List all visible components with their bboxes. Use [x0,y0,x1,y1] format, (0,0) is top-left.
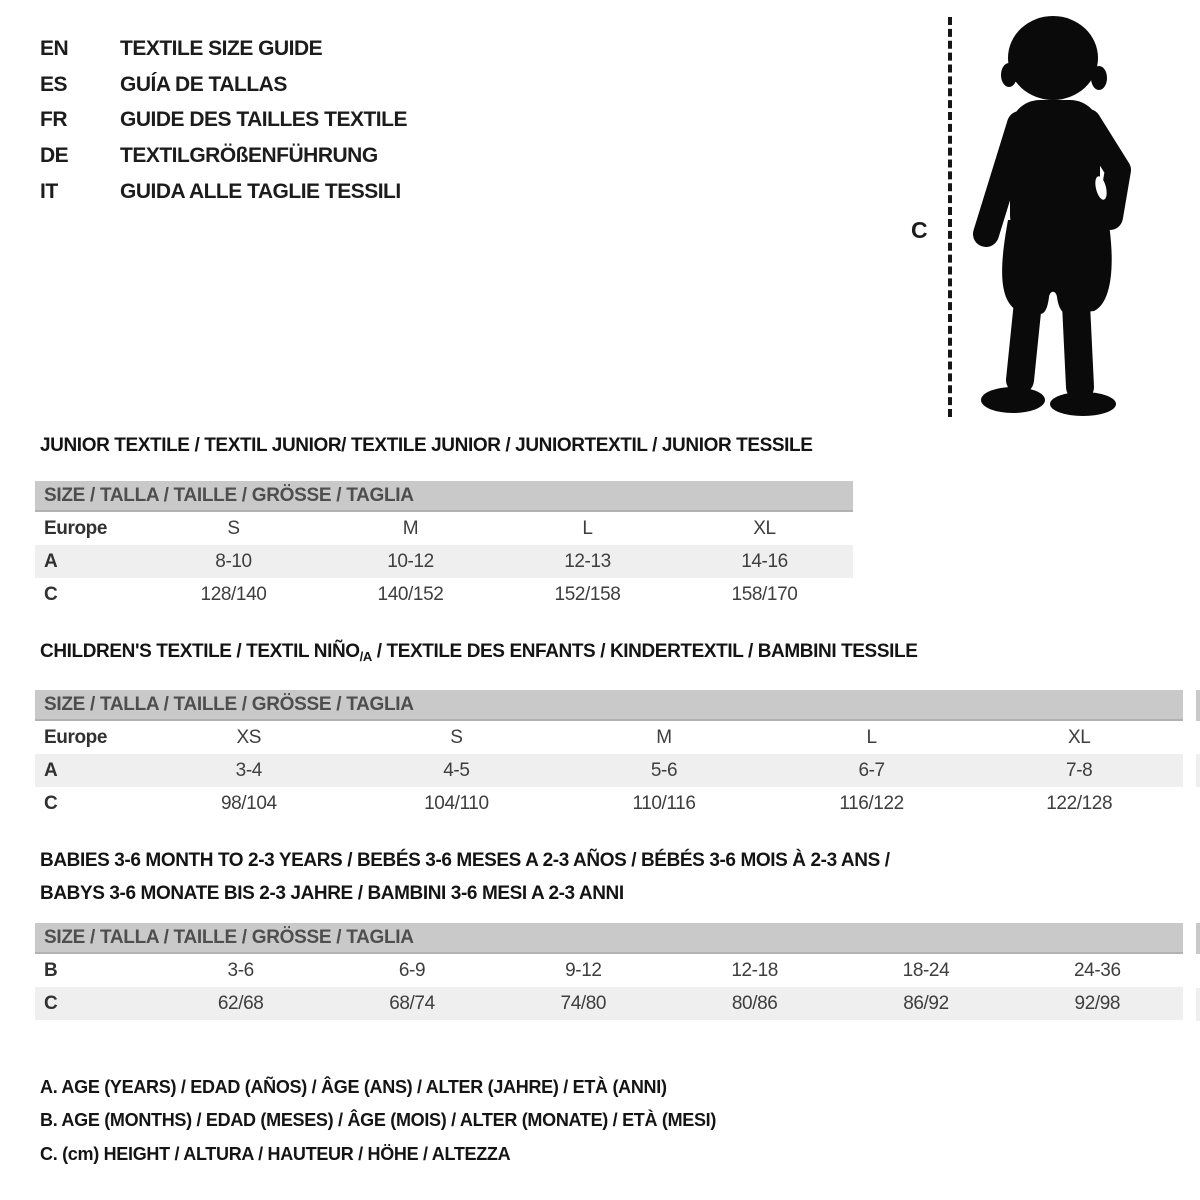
row-label: C [44,583,58,605]
children-table-grid [35,721,1183,820]
age-cell: 6-7 [768,754,976,787]
page-edge-fragment [1196,988,1200,1021]
height-cell: 110/116 [632,792,696,814]
row-label: Europe [44,517,108,539]
guide-title-en: TEXTILE SIZE GUIDE [120,36,323,60]
height-cell: 98/104 [220,792,277,814]
babies-section-title [40,845,890,910]
guide-title-it: GUIDA ALLE TAGLIE TESSILI [120,179,401,203]
size-header-bar: SIZE / TALLA / TAILLE / GRÖSSE / TAGLIA [35,690,1183,721]
height-cell: 122/128 [1046,792,1113,814]
language-title-list [40,31,407,209]
language-code: EN [40,36,69,60]
row-label: B [44,959,58,981]
language-row-en [40,31,407,67]
children-size-table [35,690,1183,820]
table-row-europe [35,721,1183,754]
junior-section-title: JUNIOR TEXTILE / TEXTIL JUNIOR/ TEXTILE JUNIOR / JUNIORTEXTIL / JUNIOR TESSILE [40,435,813,456]
table-row-months [35,954,1183,987]
size-cell: XL [753,517,776,539]
size-cell: S [227,517,240,539]
junior-table-grid [35,512,853,611]
page-edge-fragment [1196,754,1200,787]
months-cell: 3-6 [227,959,254,981]
age-cell: 3-4 [145,754,353,787]
row-label: C [44,792,58,814]
age-cell: 7-8 [975,754,1183,787]
size-header-bar: SIZE / TALLA / TAILLE / GRÖSSE / TAGLIA [35,923,1183,954]
size-cell: M [656,726,672,748]
language-code: IT [40,179,58,203]
height-cell: 152/158 [554,583,621,605]
months-cell: 18-24 [902,959,950,981]
table-row-height [35,787,1183,820]
children-section-title [40,641,917,664]
months-cell: 24-36 [1074,959,1121,981]
size-cell: L [866,726,877,748]
page-edge-fragment [1196,690,1200,721]
height-cell: 86/92 [840,987,1011,1020]
height-cell: 116/122 [839,792,904,814]
height-measure-dashed-line [948,17,952,417]
legend [40,1071,716,1171]
age-cell: 10-12 [322,545,499,578]
children-title-part: / TEXTILE DES ENFANTS / KINDERTEXTIL / BAMBINI TESSILE [371,641,918,662]
legend-line-age-months: B. AGE (MONTHS) / EDAD (MESES) / ÂGE (MOIS) / ALTER (MONATE) / ETÀ (MESI) [40,1110,717,1131]
language-row-es [40,67,407,103]
age-cell: 4-5 [353,754,561,787]
table-row-europe [35,512,853,545]
height-cell: 80/86 [669,987,840,1020]
height-cell: 92/98 [1012,987,1183,1020]
guide-title-fr: GUIDE DES TAILLES TEXTILE [120,108,407,132]
height-cell: 74/80 [498,987,669,1020]
language-code: DE [40,143,69,167]
size-header-bar: SIZE / TALLA / TAILLE / GRÖSSE / TAGLIA [35,481,853,512]
months-cell: 12-18 [731,959,778,981]
language-row-fr [40,102,407,138]
guide-title-de: TEXTILGRÖßENFÜHRUNG [120,143,378,167]
age-cell: 12-13 [499,545,676,578]
months-cell: 9-12 [565,959,602,981]
size-cell: M [402,517,419,539]
months-cell: 6-9 [398,959,426,981]
size-cell: XL [1067,726,1091,748]
height-cell: 104/110 [424,792,489,814]
height-cell: 62/68 [155,987,326,1020]
height-measure-label: C [911,217,928,243]
age-cell: 5-6 [560,754,768,787]
age-cell: 8-10 [145,545,322,578]
language-code: FR [40,108,67,132]
size-cell: L [582,517,593,539]
children-title-subscript: /A [359,649,372,664]
page-edge-fragment [1196,923,1200,954]
language-code: ES [40,72,68,96]
height-cell: 128/140 [200,583,267,605]
babies-title-line-2: BABYS 3-6 MONATE BIS 2-3 JAHRE / BAMBINI 3-6 MESI A 2-3 ANNI [40,882,624,904]
babies-title-line-1: BABIES 3-6 MONTH TO 2-3 YEARS / BEBÉS 3-6 MESES A 2-3 AÑOS / BÉBÉS 3-6 MOIS À 2-3 ANS / [40,850,890,871]
language-row-it [40,174,407,210]
legend-line-height-cm: C. (cm) HEIGHT / ALTURA / HAUTEUR / HÖHE / ALTEZZA [40,1143,511,1164]
table-row-age [35,754,1183,787]
row-label: C [35,987,155,1020]
size-cell: S [450,726,463,748]
table-row-height [35,578,853,611]
legend-line-age-years: A. AGE (YEARS) / EDAD (AÑOS) / ÂGE (ANS) / ALTER (JAHRE) / ETÀ (ANNI) [40,1077,667,1097]
junior-size-table [35,481,853,611]
table-row-age [35,545,853,578]
row-label: A [35,545,145,578]
babies-table-grid [35,954,1183,1020]
row-label: Europe [44,726,108,748]
children-title-part: CHILDREN'S TEXTILE / TEXTIL NIÑO [40,641,360,662]
table-row-height [35,987,1183,1020]
row-label: A [35,754,145,787]
toddler-silhouette-icon [958,12,1150,416]
height-cell: 140/152 [377,583,444,605]
age-cell: 14-16 [676,545,853,578]
babies-size-table [35,923,1183,1020]
guide-title-es: GUÍA DE TALLAS [120,72,287,96]
height-cell: 158/170 [731,583,798,605]
height-cell: 68/74 [326,987,497,1020]
language-row-de [40,138,407,174]
size-cell: XS [236,726,262,748]
